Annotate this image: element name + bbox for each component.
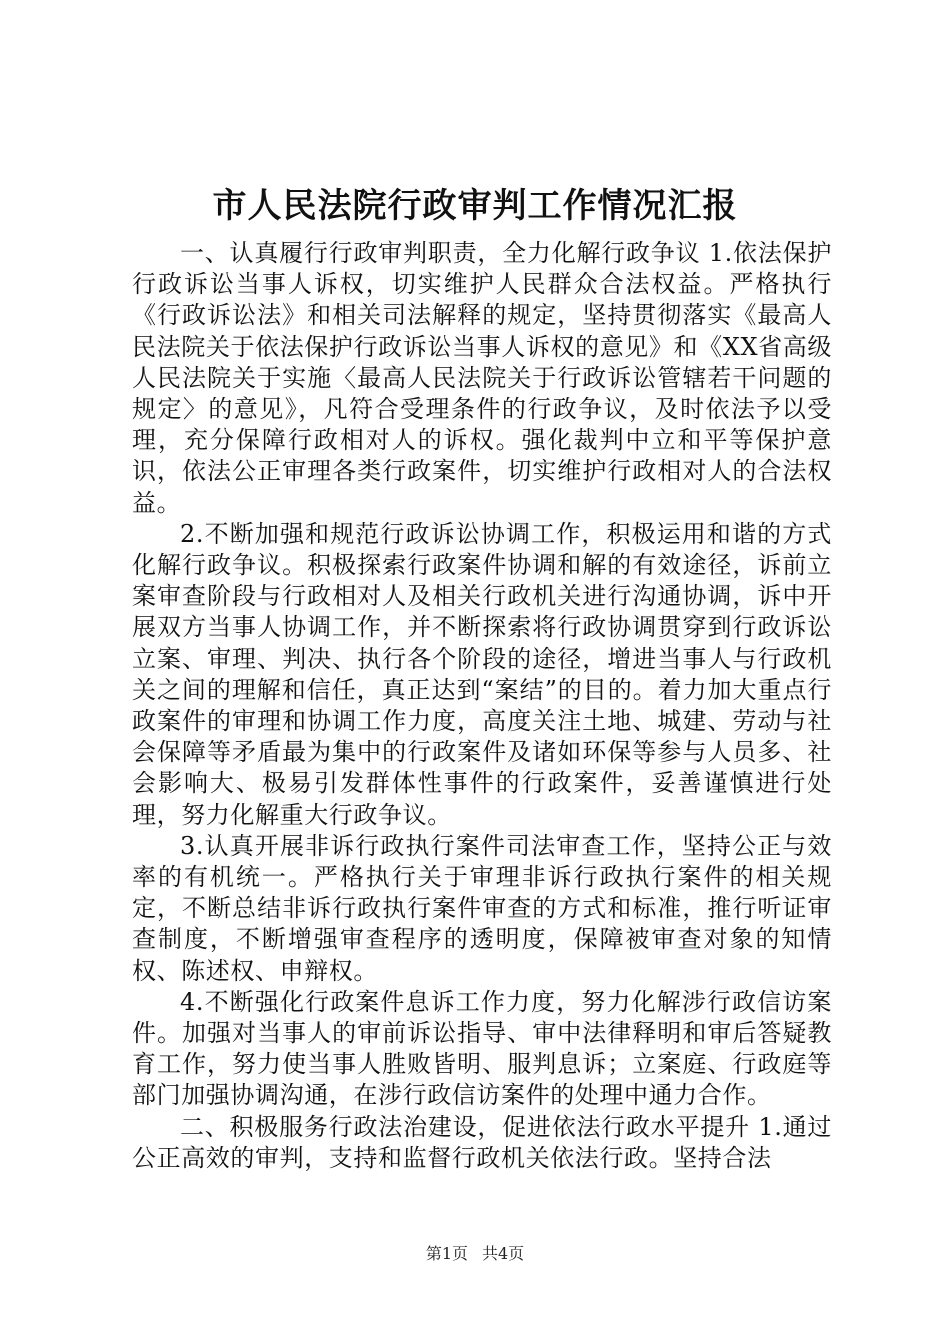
- page-number: 第1页: [425, 1244, 468, 1263]
- document-title: 市人民法院行政审判工作情况汇报: [212, 186, 738, 226]
- paragraph: 二、积极服务行政法治建设，促进依法行政水平提升 1.通过公正高效的审判，支持和监督行政机关依法行政。坚持合法: [132, 1112, 832, 1172]
- document-body: [132, 238, 832, 1174]
- page-footer: [0, 1243, 950, 1265]
- paragraph: 2.不断加强和规范行政诉讼协调工作，积极运用和谐的方式化解行政争议。积极探索行政案件协调和解的有效途径，诉前立案审查阶段与行政相对人及相关行政机关进行沟通协调，诉中开展双方当事人协调工作，并不断探索将行政协调贯穿到行政诉讼立案、审理、判决、执行各个阶段的途径，增进当事人与行政机关之间的理解和信任，真正达到“案结”的目的。着力加大重点行政案件的审理和协调工作力度，高度关注土地、城建、劳动与社会保障等矛盾最为集中的行政案件及诸如环保等参与人员多、社会影响大、极易引发群体性事件的行政案件，妥善谨慎进行处理，努力化解重大行政争议。: [132, 519, 832, 829]
- paragraph: 3.认真开展非诉行政执行案件司法审查工作，坚持公正与效率的有机统一。严格执行关于审理非诉行政执行案件的相关规定，不断总结非诉行政执行案件审查的方式和标准，推行听证审查制度，不断增强审查程序的透明度，保障被审查对象的知情权、陈述权、申辩权。: [132, 831, 832, 985]
- paragraph: 一、认真履行行政审判职责，全力化解行政争议 1.依法保护行政诉讼当事人诉权，切实维护人民群众合法权益。严格执行《行政诉讼法》和相关司法解释的规定，坚持贯彻落实《最高人民法院关于依法保护行政诉讼当事人诉权的意见》和《XX省高级人民法院关于实施〈最高人民法院关于行政诉讼管辖若干问题的规定〉的意见》，凡符合受理条件的行政争议，及时依法予以受理，充分保障行政相对人的诉权。强化裁判中立和平等保护意识，依法公正审理各类行政案件，切实维护行政相对人的合法权益。: [132, 239, 832, 517]
- paragraph: 4.不断强化行政案件息诉工作力度，努力化解涉行政信访案件。加强对当事人的审前诉讼指导、审中法律释明和审后答疑教育工作，努力使当事人胜败皆明、服判息诉；立案庭、行政庭等部门加强协调沟通，在涉行政信访案件的处理中通力合作。: [132, 987, 832, 1110]
- page-total: 共4页: [482, 1244, 525, 1263]
